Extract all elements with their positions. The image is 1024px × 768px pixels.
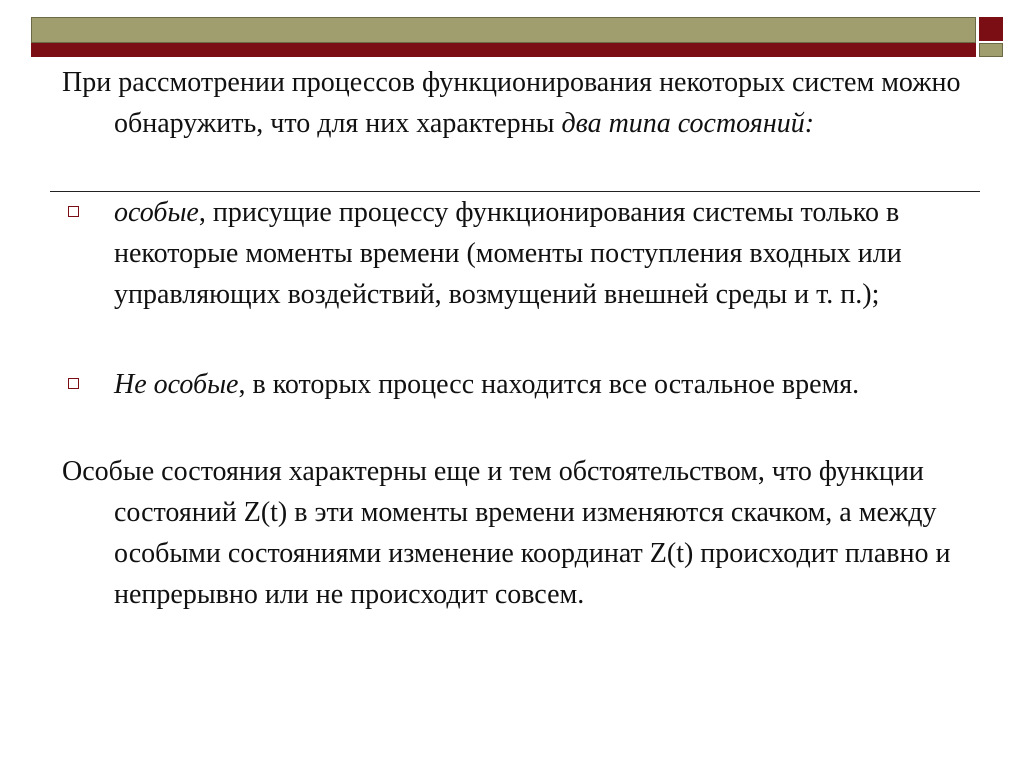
bullet-emphasis: Не особые	[114, 369, 239, 400]
bullet-text: , в которых процесс находится все остальное время.	[238, 369, 860, 400]
bullet-item-non-special	[114, 364, 974, 405]
conclusion-paragraph: Особые состояния характерны еще и тем обстоятельством, что функции состояний Z(t) в эти моменты времени изменяются скачком, а между особыми состояниями изменение координат Z(t) происходит плавно и непрерывно или не происходит совсем.	[62, 456, 951, 610]
header-band-red	[31, 43, 976, 57]
bullet-text: , присущие процессу функционирования системы только в некоторые моменты времени (моменты поступления входных или управляющих воздействий, возмущений внешней среды и т. п.);	[114, 197, 902, 310]
bullet-item-special	[114, 192, 974, 315]
bullet-emphasis: особые	[114, 197, 199, 228]
corner-square-olive	[979, 43, 1003, 57]
square-bullet-icon	[68, 206, 79, 217]
intro-lead: При рассмотрении процессов функционирования некоторых систем можно обнаружить, что для них характерны	[62, 67, 961, 139]
intro-emphasis: два типа состояний:	[561, 108, 815, 139]
header-band-olive	[31, 17, 976, 43]
square-bullet-icon	[68, 378, 79, 389]
intro-paragraph	[62, 62, 962, 144]
corner-square-red	[979, 17, 1003, 41]
